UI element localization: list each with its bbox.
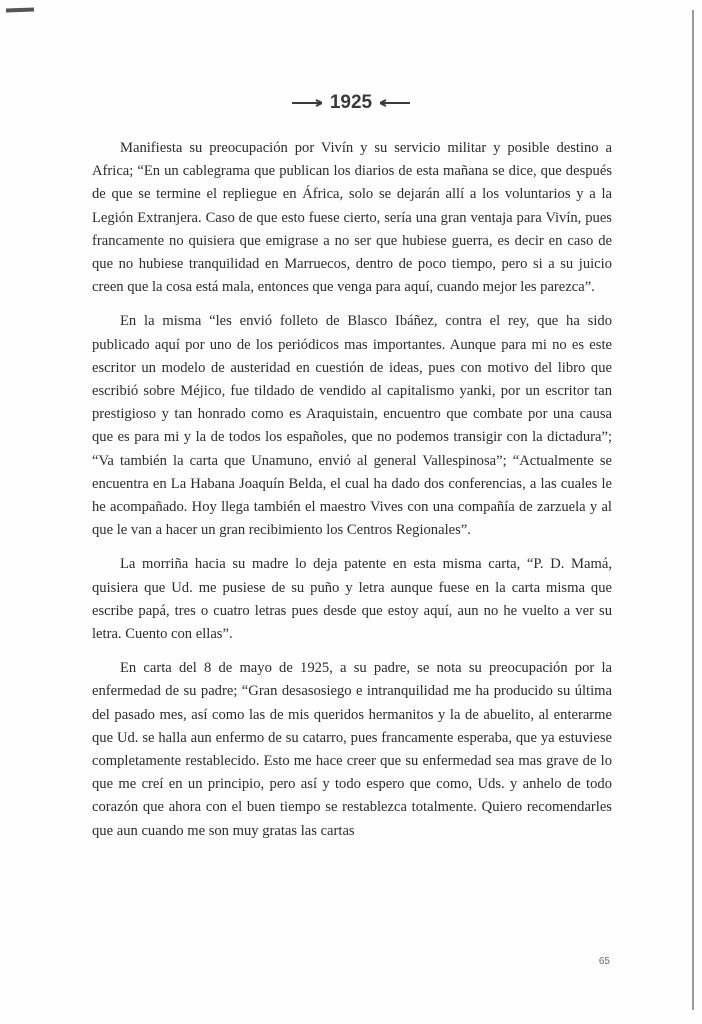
page-number: 65	[598, 956, 610, 967]
paragraph-3: La morriña hacia su madre lo deja patente en esta misma carta, “P. D. Mamá, quisiera que Ud. me pusiese de su puño y letra aunque fuese en la carta misma que escribe papá, tres o cuatro letras pues desde que estoy aquí, aun no he vuelto a ver su letra. Cuento con ellas”.	[92, 556, 612, 643]
right-ornament-dash	[380, 99, 410, 107]
section-heading	[0, 92, 702, 114]
body-text	[92, 137, 612, 854]
page-edge-line	[692, 10, 694, 1010]
paragraph-1: Manifiesta su preocupación por Vivín y su servicio militar y posible destino a Africa; “En un cablegrama que publican los diarios de esta mañana se dice, que después de que se termine el repliegue en África, solo se dejarán allí a los voluntarios y a la Legión Extranjera. Caso de que esto fuese cierto, sería una gran ventaja para Vivín, pues francamente no quisiera que emigrase a no ser que hubiese guerra, es decir en caso de que no hubiese tranquilidad en Marruecos, dentro de poco tiempo, pero si a su juicio creen que la cosa está mala, entonces que venga para aquí, cuando mejor les parezca”.	[92, 140, 612, 296]
paragraph-4: En carta del 8 de mayo de 1925, a su padre, se nota su preocupación por la enfermedad de su padre; “Gran desasosiego e intranquilidad me ha producido su última del pasado mes, así como las de mis queridos hermanitos y la de abuelito, al enterarme que Ud. se halla aun enfermo de su catarro, pues francamente esperaba, que ya estuviese completamente restablecido. Esto me hace creer que su enfermedad sea mas grave de lo que me creí en un principio, pero así y todo espero que como, Uds. y anhelo de todo corazón que ahora con el buen tiempo se restablezca totalmente. Quiero recomendarles que aun cuando me son muy gratas las cartas	[92, 660, 612, 839]
section-year: 1925	[329, 92, 373, 113]
paragraph-2: En la misma “les envió folleto de Blasco Ibáñez, contra el rey, que ha sido publicado aquí por uno de los periódicos mas importantes. Aunque para mi no es este escritor un modelo de austeridad en cuestión de ideas, pues con motivo del libro que escribió sobre Méjico, fue tildado de vendido al capitalismo yanki, por un escritor tan prestigioso y tan honrado como es Araquistain, encuentro que combate por una causa que es para mi y la de todos los españoles, que no podemos transigir con la dictadura”; “Va también la carta que Unamuno, envió al general Vallespinosa”; “Actualmente se encuentra en La Habana Joaquín Belda, el cual ha dado dos conferencias, a las cuales le he acompañado. Hoy llega también el maestro Vives con una compañía de zarzuela y al que le van a hacer un gran recibimiento los Centros Regionales”.	[92, 313, 612, 539]
left-ornament-dash	[292, 99, 322, 107]
scan-corner-mark	[6, 8, 34, 13]
